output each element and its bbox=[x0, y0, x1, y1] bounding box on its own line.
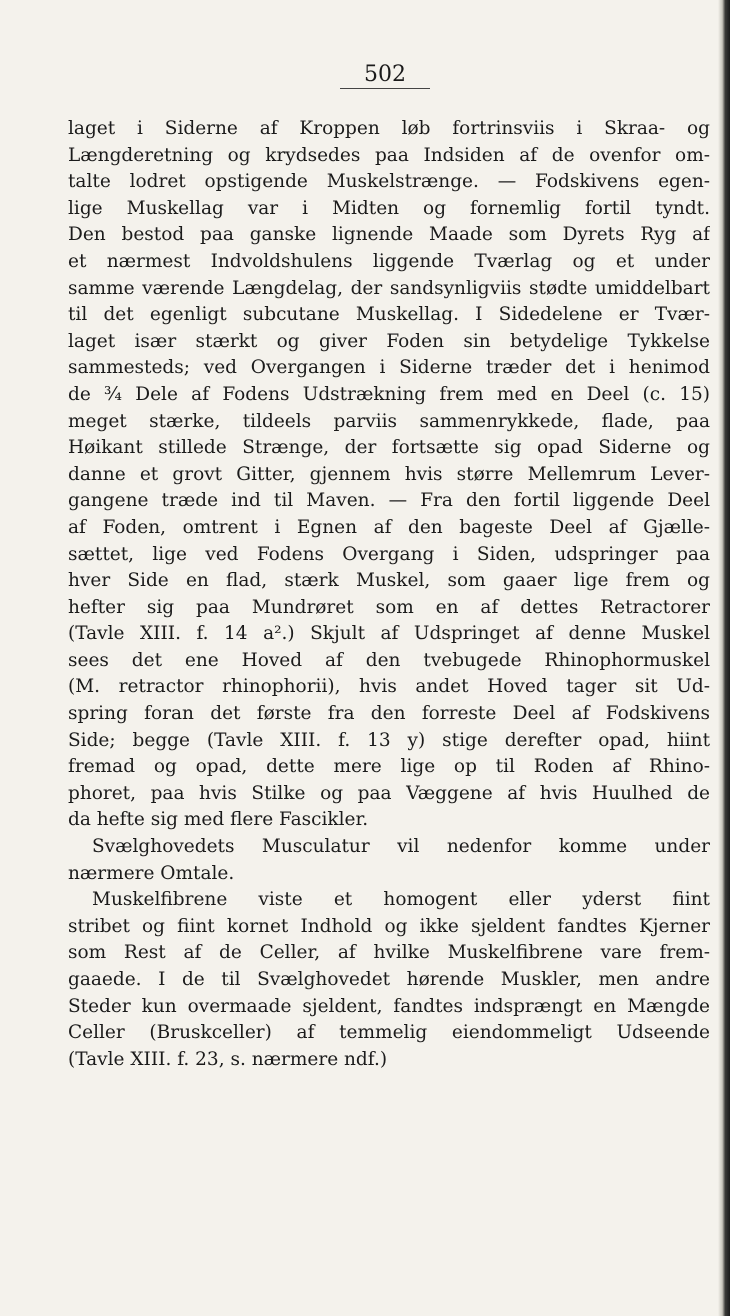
text-line: Side; begge (Tavle XIII. f. 13 y) stige derefter opad, hiint bbox=[68, 729, 710, 751]
text-line: stribet og fiint kornet Indhold og ikke sjeldent fandtes Kjerner bbox=[68, 915, 710, 937]
text-line: samme værende Længdelag, der sandsynligviis stødte umiddelbart bbox=[68, 277, 710, 299]
body-text bbox=[68, 116, 710, 1073]
text-line: Længderetning og krydsedes paa Indsiden af de ovenfor om- bbox=[68, 144, 710, 166]
text-line: et nærmest Indvoldshulens liggende Tværlag og et under bbox=[68, 250, 710, 272]
text-line: (Tavle XIII. f. 23, s. nærmere ndf.) bbox=[68, 1048, 388, 1070]
text-line: (M. retractor rhinophorii), hvis andet Hoved tager sit Ud- bbox=[68, 676, 710, 698]
text-line: danne et grovt Gitter, gjennem hvis større Mellemrum Lever- bbox=[68, 463, 710, 485]
text-line: hefter sig paa Mundrøret som en af dettes Retractorer bbox=[68, 596, 710, 618]
text-line: Høikant stillede Strænge, der fortsætte sig opad Siderne og bbox=[68, 437, 710, 459]
text-line: hver Side en flad, stærk Muskel, som gaaer lige frem og bbox=[68, 570, 710, 592]
text-line: meget stærke, tildeels parviis sammenrykkede, flade, paa bbox=[68, 410, 710, 432]
page-number: 502 bbox=[340, 62, 430, 89]
text-line: lige Muskellag var i Midten og fornemlig fortil tyndt. bbox=[68, 197, 710, 219]
text-line: da hefte sig med flere Fascikler. bbox=[68, 809, 369, 831]
text-line: laget i Siderne af Kroppen løb fortrinsviis i Skraa- og bbox=[68, 118, 710, 139]
text-line: Den bestod paa ganske lignende Maade som Dyrets Ryg af bbox=[68, 224, 710, 246]
text-line: sees det ene Hoved af den tvebugede Rhinophormuskel bbox=[68, 649, 710, 671]
text-line: phoret, paa hvis Stilke og paa Væggene af hvis Huulhed de bbox=[68, 782, 710, 804]
text-line: de ¾ Dele af Fodens Udstrækning frem med en Deel (c. 15) bbox=[68, 383, 710, 405]
text-line: laget især stærkt og giver Foden sin betydelige Tykkelse bbox=[68, 330, 710, 352]
text-line: gangene træde ind til Maven. — Fra den fortil liggende Deel bbox=[68, 490, 710, 512]
text-line: (Tavle XIII. f. 14 a².) Skjult af Udspringet af denne Muskel bbox=[68, 623, 710, 645]
text-line: af Foden, omtrent i Egnen af den bageste Deel af Gjælle- bbox=[68, 516, 710, 538]
text-line: talte lodret opstigende Muskelstrænge. — Fodskivens egen- bbox=[68, 171, 710, 193]
text-line: gaaede. I de til Svælghovedet hørende Muskler, men andre bbox=[68, 969, 710, 990]
text-line: Celler (Bruskceller) af temmelig eiendommeligt Udseende bbox=[68, 1022, 710, 1044]
page-edge-shadow bbox=[718, 0, 730, 1316]
text-line: sammesteds; ved Overgangen i Siderne træder det i henimod bbox=[68, 357, 710, 379]
text-line: som Rest af de Celler, af hvilke Muskelfibrene vare frem- bbox=[68, 942, 710, 964]
text-line: til det egenligt subcutane Muskellag. I Sidedelene er Tvær- bbox=[68, 304, 710, 326]
text-line: Steder kun overmaade sjeldent, fandtes indsprængt en Mængde bbox=[68, 995, 710, 1017]
text-line: fremad og opad, dette mere lige op til Roden af Rhino- bbox=[68, 756, 710, 778]
text-line: Svælghovedets Musculatur vil nedenfor komme under bbox=[92, 836, 710, 858]
text-line: nærmere Omtale. bbox=[68, 862, 235, 884]
text-line: sættet, lige ved Fodens Overgang i Siden, udspringer paa bbox=[68, 543, 710, 565]
text-line: Muskelfibrene viste et homogent eller yderst fiint bbox=[92, 889, 710, 911]
text-line: spring foran det første fra den forreste Deel af Fodskivens bbox=[68, 703, 710, 725]
